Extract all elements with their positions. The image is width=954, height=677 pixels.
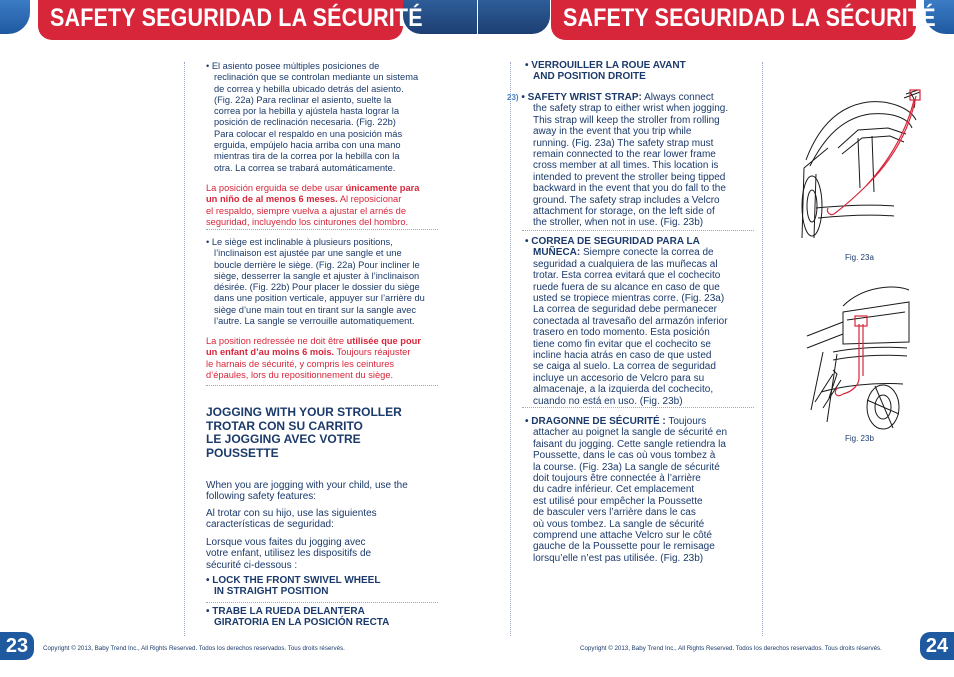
text-line: cross member at all times. This location is [533,160,719,172]
fr-recline-paragraph [206,237,446,327]
text-line: attachment for storage, on the left side of [533,206,715,218]
text-line: est utilisé pour empêcher la Poussette [533,495,703,507]
section-heading: • CORREA DE SEGURIDAD PARA LA [525,236,700,247]
text-span: Al reposicionar [337,194,402,205]
text-line: La correa de seguridad debe permanecer [533,304,718,316]
jogging-intro-es [206,508,446,531]
text-line: siège d’une main tout en tirant sur la sangle avec [214,304,417,315]
right-margin-guide-b [762,62,763,636]
text-line: This strap will keep the stroller from rolling [533,114,720,126]
text-line: Poussette, dans le cas où vous tombez à [533,450,716,462]
text-line: erguida, empújelo hacia arriba con una mano [214,140,401,151]
divider [206,602,438,603]
text-line: ruede fuera de su alcance en caso de que [533,281,720,293]
text-line: following safety features: [206,491,317,503]
text-line: l’inclinaison est ajustée par une sangle et une [214,248,402,259]
text-line: • LOCK THE FRONT SWIVEL WHEEL [206,575,381,586]
wrist-strap-es [525,236,760,407]
text-line: de basculer vers l’arrière dans le cas [533,507,696,519]
text-line: sécurité ci-dessous : [206,559,298,571]
heading-line: JOGGING WITH YOUR STROLLER [206,405,402,419]
emphasis: un enfant d’au moins 6 mois. [206,347,335,358]
text-span: Always connect [641,92,714,103]
text-line: incluye un accesorio de Velcro para su [533,372,705,384]
text-line: the stroller, when not in use. (Fig. 23b) [533,217,704,229]
divider [206,229,438,230]
section-heading: • DRAGONNE DE SÉCURITÉ : [525,416,666,427]
jogging-intro-fr [206,537,446,571]
figure-23b-caption: Fig. 23b [845,434,874,443]
jogging-heading [206,406,446,460]
figure-23a-caption: Fig. 23a [845,253,874,262]
page-number-left: 23 [0,632,34,660]
text-line: mientras tira de la correa por la hebilla con la [214,151,400,162]
fr-warning [206,336,446,381]
text-line: • VERROUILLER LA ROUE AVANT [525,60,686,71]
text-line: away in the event that you trip while [533,126,692,138]
es-recline-paragraph [206,61,442,174]
text-line: el respaldo, siempre vuelva a ajustar el arnés de [206,205,406,216]
copyright-left: Copyright © 2013, Baby Trend Inc., All Rights Reserved. Todos los derechos reservados. Tous droits réservés. [43,645,345,652]
text-line: AND POSITION DROITE [533,71,646,83]
text-line: usted se tropiece mientras corre. (Fig. 23a) [533,293,725,305]
right-page-header [551,0,936,40]
text-line: • TRABE LA RUEDA DELANTERA [206,606,365,617]
text-line: de correa y hebilla ubicado detrás del asiento. [214,83,404,94]
text-span: La posición erguida se debe usar [206,183,346,193]
text-line: seguridad a cualquiera de las muñecas al [533,258,718,270]
text-line: trotar. Esta correa evitará que el cochecito [533,270,721,282]
text-line: backward in the event that you do fall to the [533,183,726,195]
lock-wheel-fr [525,60,755,83]
lock-wheel-en [206,575,446,598]
text-line: reclinación que se controlan mediante un sistema [214,72,419,83]
text-line: attacher au poignet la sangle de sécurité en [533,427,728,439]
text-line: • El asiento posee múltiples posiciones de [206,61,380,71]
text-line: seguridad, incluyendo los cinturones del hombro. [206,216,409,227]
text-line: siège, desserrer la sangle et ajuster à l’inclinaison [214,270,420,281]
text-line: trasero en todo momento. Esta posición [533,327,710,339]
text-line: le harnais de sécurité, y compris les ceintures [206,358,395,369]
text-line: • Le siège est inclinable à plusieurs positions, [206,237,393,247]
divider [206,385,438,386]
text-line: d’épaules, lors du repositionnement du siège. [206,369,394,380]
wrist-strap-en [507,92,757,229]
text-line: ground. The safety strap includes a Velcro [533,194,720,206]
text-line: conectada al travesaño del armazón inferior [533,315,728,327]
text-line: du cadre inférieur. Cet emplacement [533,484,695,496]
left-corner-tab [0,0,30,34]
text-line: correa por la hebilla y ajústela hasta lograr la [214,106,400,117]
text-line: posición de reclinación necesaria. (Fig. 22b) [214,117,396,128]
emphasis: un niño de al menos 6 meses. [206,194,338,205]
right-page-title: SAFETY SEGURIDAD LA SÉCURITÉ [563,4,936,32]
copyright-right: Copyright © 2013, Baby Trend Inc., All Rights Reserved. Todos los derechos reservados. Tous droits réservés. [580,645,882,652]
text-line: intended to prevent the stroller being tipped [533,171,726,183]
text-line: cuando no está en uso. (Fig. 23b) [533,395,683,407]
lock-wheel-es [206,606,446,629]
text-span: Siempre conecte la correa de [580,247,714,259]
text-line: Al trotar con su hijo, use las siguientes [206,508,377,519]
right-header-strip [478,0,550,34]
step-number: 23) [507,93,519,102]
text-line: dans une position verticale, appuyer sur l’arrière du [214,293,425,304]
text-span: La position redressée ne doit être [206,336,347,346]
text-span: Toujours [665,416,707,427]
figure-23b-illustration [803,282,913,432]
text-line: running. (Fig. 23a) The safety strap must [533,137,714,149]
text-line: faisant du jogging. Cette sangle retiendra la [533,438,726,450]
text-line: lorsqu’elle n’est pas utilisée. (Fig. 23b) [533,552,704,564]
text-line: gauche de la Poussette pour le remisage [533,541,715,553]
text-line: GIRATORIA EN LA POSICIÓN RECTA [214,617,390,629]
text-line: se caiga al suelo. La correa de seguridad [533,361,716,373]
text-line: IN STRAIGHT POSITION [214,586,329,598]
es-warning [206,183,442,228]
figure-23a-illustration [798,88,928,246]
section-heading: MUÑECA: [533,247,581,259]
text-line: remain connected to the rear lower frame [533,149,716,161]
text-line: doit toujours être connectée à l’arrière [533,473,701,485]
text-line: incline hacia atrás en caso de que usted [533,350,712,362]
text-line: Para colocar el respaldo en una posición más [214,128,403,139]
left-page-header [38,0,423,40]
emphasis: utilisée que pour [346,336,421,346]
text-line: votre enfant, utilisez les dispositifs de [206,548,372,560]
text-line: características de seguridad: [206,519,334,531]
text-line: l’autre. La sangle se verrouille automatiquement. [214,316,415,327]
emphasis: únicamente para [345,183,420,193]
text-line: boucle derrière le siège. (Fig. 22a) Pour incliner le [214,259,420,270]
divider [522,230,754,231]
text-line: the safety strap to either wrist when jogging. [533,103,729,115]
text-line: tiene como fin evitar que el cochecito se [533,338,711,350]
left-page-title: SAFETY SEGURIDAD LA SÉCURITÉ [50,4,423,32]
heading-line: TROTAR CON SU CARRITO [206,418,363,433]
heading-line: POUSSETTE [206,445,279,460]
text-line: almacenaje, a la izquierda del cochecito, [533,384,714,396]
page-number-right: 24 [920,632,954,660]
text-line: When you are jogging with your child, use the [206,480,408,491]
text-span: Toujours réajuster [334,347,411,358]
text-line: Lorsque vous faites du jogging avec [206,537,366,548]
wrist-strap-fr [525,416,760,564]
heading-line: LE JOGGING AVEC VOTRE [206,432,361,446]
jogging-intro-en [206,480,446,503]
text-line: où vous tombez. La sangle de sécurité [533,518,705,530]
text-line: la course. (Fig. 23a) La sangle de sécurité [533,461,720,473]
section-heading: • SAFETY WRIST STRAP: [521,92,642,103]
text-line: désirée. (Fig. 22b) Pour placer le dossier du siège [214,282,420,293]
text-line: (Fig. 22a) Para reclinar el asiento, suelte la [214,94,392,105]
text-line: comprend une attache Velcro sur le côté [533,530,712,542]
text-line: otra. La correa se trabará automáticamente. [214,162,396,173]
divider [522,407,754,408]
left-margin-guide [184,62,185,636]
